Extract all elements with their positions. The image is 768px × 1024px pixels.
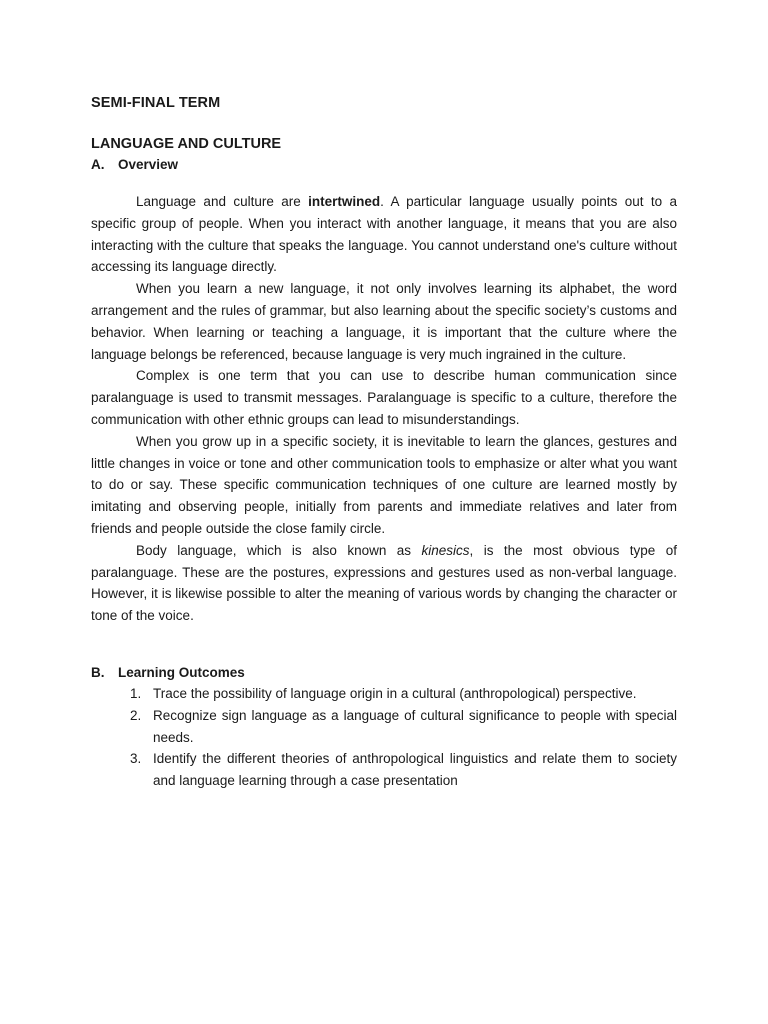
learning-outcomes-letter: B. — [91, 665, 105, 680]
section-title: LANGUAGE AND CULTURE — [91, 136, 282, 152]
paragraph-5-italic-term: kinesics — [421, 542, 470, 558]
list-item-number: 2. — [130, 707, 142, 723]
list-item — [91, 683, 677, 705]
list-item-number: 1. — [130, 686, 142, 701]
overview-body — [91, 191, 677, 627]
overview-paragraph-3: Complex is one term that you can use to describe human communication since paralanguage is used to transmit messages. Paralanguage is specific to a culture, therefore the communication with other ethnic groups can lead to misunderstandings. — [91, 368, 677, 427]
document-title: SEMI-FINAL TERM — [91, 95, 221, 111]
overview-paragraph-4: When you grow up in a specific society, it is inevitable to learn the glances, gestures and little changes in voice or tone and other communication tools to emphasize or alter what you want to do or say. These specific communication techniques of one culture are learned mostly by imitating and observing people, initially from parents and immediate relatives and later from friends and people outside the close family circle. — [91, 433, 677, 536]
learning-outcomes-heading — [91, 665, 245, 680]
paragraph-1-bold-term: intertwined — [308, 194, 381, 209]
paragraph-1-rest: . A particular language usually points out to a specific group of people. When you interact with another language, it means that you are also interacting with the culture that speaks the language. You cannot understand one's culture without accessing its language directly. — [91, 194, 678, 275]
paragraph-5-lead: Body language, which is also known as — [136, 542, 422, 558]
overview-paragraph-1 — [91, 191, 677, 278]
list-item — [91, 705, 677, 749]
paragraph-5-rest: , is the most obvious type of paralanguage. These are the postures, expressions and gestures used as non-verbal language. However, it is likewise possible to alter the meaning of various words by changing the character or tone of the voice. — [91, 542, 677, 624]
learning-outcomes-list — [91, 683, 677, 792]
overview-paragraph-2: When you learn a new language, it not only involves learning its alphabet, the word arrangement and the rules of grammar, but also learning about the specific society’s customs and behavior. When learning or teaching a language, it is important that the culture where the language belongs be referenced, because language is very much ingrained in the culture. — [91, 281, 677, 362]
paragraph-1-lead: Language and culture are — [136, 194, 309, 209]
overview-paragraph-5 — [91, 540, 677, 627]
list-item-text: Trace the possibility of language origin in a cultural (anthropological) perspective. — [153, 686, 637, 701]
overview-heading — [91, 157, 178, 172]
list-item-text: Identify the different theories of anthropological linguistics and relate them to society and language learning through a case presentation — [153, 751, 677, 789]
overview-letter: A. — [91, 157, 105, 172]
list-item — [91, 748, 677, 792]
overview-heading-label: Overview — [118, 157, 179, 172]
list-item-number: 3. — [130, 751, 142, 767]
learning-outcomes-heading-label: Learning Outcomes — [118, 665, 245, 680]
list-item-text: Recognize sign language as a language of cultural significance to people with special needs. — [153, 707, 677, 745]
